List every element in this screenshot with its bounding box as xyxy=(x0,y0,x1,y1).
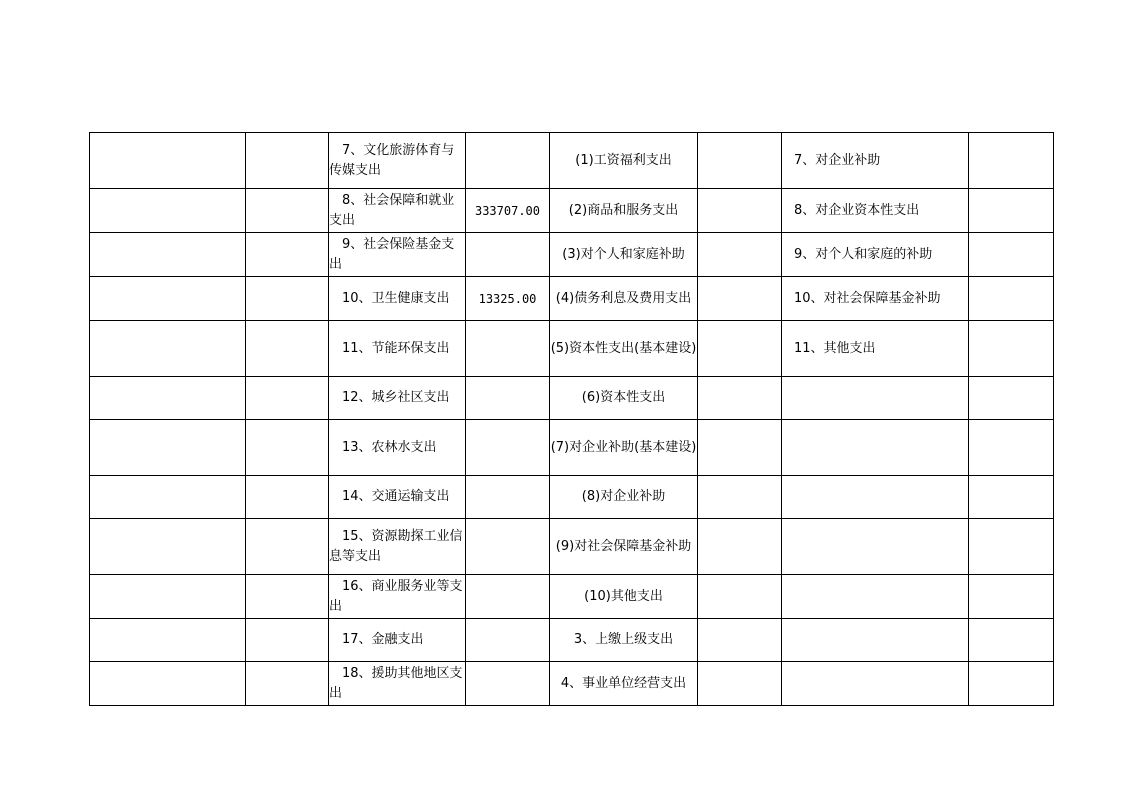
table-cell[interactable] xyxy=(90,189,246,233)
expenditure-category-item[interactable]: 9、对个人和家庭的补助 xyxy=(782,233,969,277)
amount-cell[interactable]: 333707.00 xyxy=(466,189,550,233)
table-cell[interactable] xyxy=(969,377,1054,420)
expenditure-economic-item[interactable]: (1)工资福利支出 xyxy=(550,133,698,189)
table-cell[interactable] xyxy=(246,133,329,189)
table-cell[interactable] xyxy=(90,519,246,575)
expenditure-function-item[interactable]: 13、农林水支出 xyxy=(329,420,466,476)
expenditure-function-item[interactable]: 16、商业服务业等支出 xyxy=(329,575,466,619)
table-row xyxy=(90,233,1054,277)
table-cell[interactable] xyxy=(246,233,329,277)
table-cell[interactable] xyxy=(246,519,329,575)
table-cell[interactable] xyxy=(969,233,1054,277)
table-cell[interactable] xyxy=(246,377,329,420)
amount-cell[interactable] xyxy=(466,321,550,377)
expenditure-function-item[interactable]: 7、文化旅游体育与传媒支出 xyxy=(329,133,466,189)
expenditure-category-item[interactable]: 7、对企业补助 xyxy=(782,133,969,189)
amount-cell[interactable] xyxy=(466,619,550,662)
expenditure-economic-item[interactable]: (3)对个人和家庭补助 xyxy=(550,233,698,277)
table-cell[interactable] xyxy=(969,476,1054,519)
table-row xyxy=(90,321,1054,377)
table-cell[interactable] xyxy=(246,476,329,519)
table-cell[interactable] xyxy=(698,133,782,189)
table-row xyxy=(90,377,1054,420)
expenditure-economic-item[interactable]: (9)对社会保障基金补助 xyxy=(550,519,698,575)
table-row xyxy=(90,133,1054,189)
table-row xyxy=(90,519,1054,575)
table-cell[interactable] xyxy=(246,321,329,377)
expenditure-function-item[interactable]: 8、社会保障和就业支出 xyxy=(329,189,466,233)
table-row xyxy=(90,189,1054,233)
expenditure-category-item[interactable] xyxy=(782,619,969,662)
expenditure-economic-item[interactable]: 4、事业单位经营支出 xyxy=(550,662,698,706)
table-cell[interactable] xyxy=(90,277,246,321)
table-cell[interactable] xyxy=(698,619,782,662)
expenditure-economic-item[interactable]: (8)对企业补助 xyxy=(550,476,698,519)
table-cell[interactable] xyxy=(246,420,329,476)
expenditure-category-item[interactable]: 10、对社会保障基金补助 xyxy=(782,277,969,321)
expenditure-function-item[interactable]: 10、卫生健康支出 xyxy=(329,277,466,321)
expenditure-economic-item[interactable]: (2)商品和服务支出 xyxy=(550,189,698,233)
table-cell[interactable] xyxy=(90,662,246,706)
table-cell[interactable] xyxy=(90,233,246,277)
table-cell[interactable] xyxy=(969,189,1054,233)
amount-cell[interactable] xyxy=(466,377,550,420)
table-cell[interactable] xyxy=(698,233,782,277)
table-cell[interactable] xyxy=(969,619,1054,662)
amount-cell[interactable] xyxy=(466,420,550,476)
table-cell[interactable] xyxy=(698,189,782,233)
table-cell[interactable] xyxy=(698,519,782,575)
expenditure-function-item[interactable]: 18、援助其他地区支出 xyxy=(329,662,466,706)
expenditure-category-item[interactable] xyxy=(782,519,969,575)
expenditure-category-item[interactable] xyxy=(782,377,969,420)
table-cell[interactable] xyxy=(969,321,1054,377)
table-cell[interactable] xyxy=(90,377,246,420)
amount-cell[interactable]: 13325.00 xyxy=(466,277,550,321)
table-row xyxy=(90,619,1054,662)
amount-cell[interactable] xyxy=(466,133,550,189)
table-cell[interactable] xyxy=(969,420,1054,476)
table-cell[interactable] xyxy=(246,575,329,619)
table-row xyxy=(90,420,1054,476)
expenditure-function-item[interactable]: 14、交通运输支出 xyxy=(329,476,466,519)
table-cell[interactable] xyxy=(698,575,782,619)
amount-cell[interactable] xyxy=(466,519,550,575)
amount-cell[interactable] xyxy=(466,476,550,519)
expenditure-category-item[interactable]: 11、其他支出 xyxy=(782,321,969,377)
table-cell[interactable] xyxy=(698,420,782,476)
table-cell[interactable] xyxy=(969,575,1054,619)
expenditure-economic-item[interactable]: 3、上缴上级支出 xyxy=(550,619,698,662)
expenditure-economic-item[interactable]: (6)资本性支出 xyxy=(550,377,698,420)
table-cell[interactable] xyxy=(969,277,1054,321)
expenditure-category-item[interactable] xyxy=(782,662,969,706)
expenditure-economic-item[interactable]: (5)资本性支出(基本建设) xyxy=(550,321,698,377)
table-cell[interactable] xyxy=(698,662,782,706)
table-cell[interactable] xyxy=(246,277,329,321)
expenditure-category-item[interactable]: 8、对企业资本性支出 xyxy=(782,189,969,233)
table-cell[interactable] xyxy=(90,619,246,662)
expenditure-economic-item[interactable]: (10)其他支出 xyxy=(550,575,698,619)
table-cell[interactable] xyxy=(90,420,246,476)
amount-cell[interactable] xyxy=(466,233,550,277)
expenditure-function-item[interactable]: 12、城乡社区支出 xyxy=(329,377,466,420)
amount-cell[interactable] xyxy=(466,575,550,619)
table-cell[interactable] xyxy=(90,575,246,619)
expenditure-category-item[interactable] xyxy=(782,476,969,519)
table-cell[interactable] xyxy=(246,619,329,662)
table-row xyxy=(90,476,1054,519)
table-cell[interactable] xyxy=(969,662,1054,706)
table-cell[interactable] xyxy=(90,476,246,519)
expenditure-function-item[interactable]: 15、资源勘探工业信息等支出 xyxy=(329,519,466,575)
table-cell[interactable] xyxy=(698,277,782,321)
table-cell[interactable] xyxy=(969,133,1054,189)
table-cell[interactable] xyxy=(246,662,329,706)
table-cell[interactable] xyxy=(969,519,1054,575)
expenditure-category-item[interactable] xyxy=(782,575,969,619)
budget-expenditure-table xyxy=(89,132,1054,706)
table-cell[interactable] xyxy=(698,377,782,420)
table-cell[interactable] xyxy=(90,133,246,189)
expenditure-function-item[interactable]: 9、社会保险基金支出 xyxy=(329,233,466,277)
expenditure-economic-item[interactable]: (4)债务利息及费用支出 xyxy=(550,277,698,321)
expenditure-category-item[interactable] xyxy=(782,420,969,476)
table-cell[interactable] xyxy=(246,189,329,233)
amount-cell[interactable] xyxy=(466,662,550,706)
table-cell[interactable] xyxy=(698,476,782,519)
expenditure-function-item[interactable]: 11、节能环保支出 xyxy=(329,321,466,377)
table-cell[interactable] xyxy=(698,321,782,377)
table-row xyxy=(90,277,1054,321)
expenditure-economic-item[interactable]: (7)对企业补助(基本建设) xyxy=(550,420,698,476)
table-row xyxy=(90,575,1054,619)
table-row xyxy=(90,662,1054,706)
table-cell[interactable] xyxy=(90,321,246,377)
expenditure-function-item[interactable]: 17、金融支出 xyxy=(329,619,466,662)
